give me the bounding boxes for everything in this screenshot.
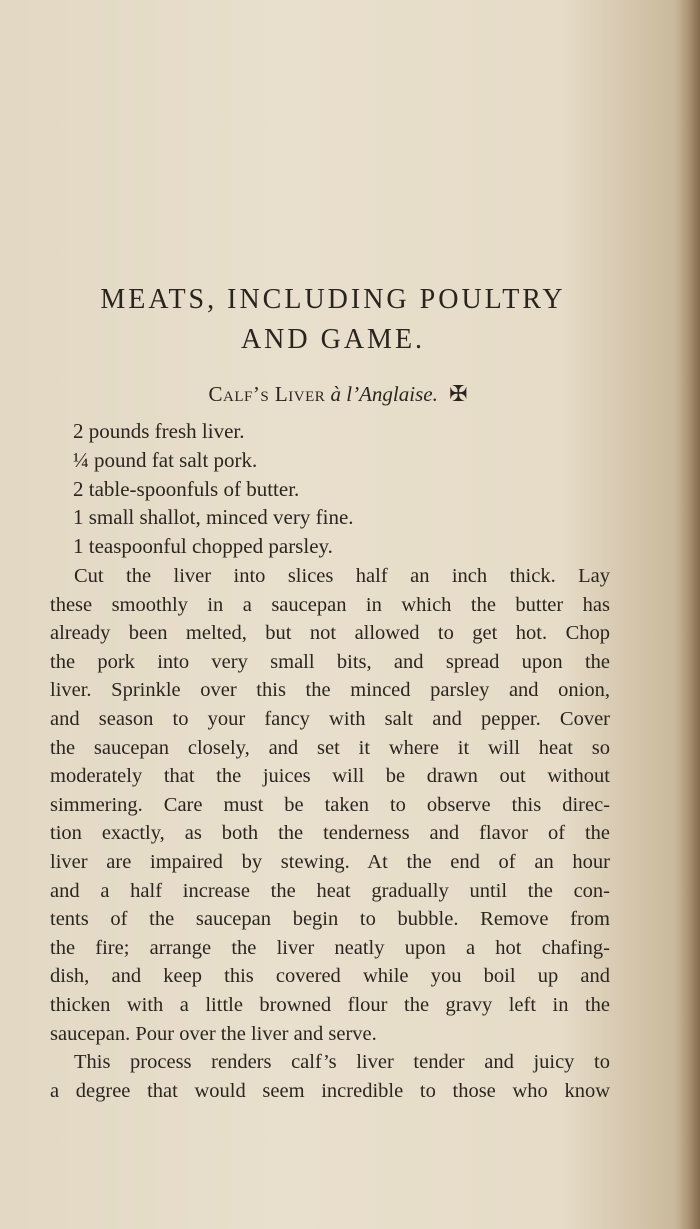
recipe-name: Calf’s Liver bbox=[208, 382, 326, 406]
text-line: thicken with a little browned flour the gravy left in the bbox=[50, 993, 610, 1016]
recipe-style: à l’Anglaise. bbox=[330, 382, 438, 406]
text-line: and a half increase the heat gradually until the con- bbox=[50, 879, 610, 902]
text-line: liver. Sprinkle over this the minced parsley and onion, bbox=[50, 679, 610, 702]
text-line: dish, and keep this covered while you boil up and bbox=[50, 965, 610, 988]
text-line: tion exactly, as both the tenderness and flavor of the bbox=[50, 822, 610, 845]
recipe-title bbox=[48, 380, 628, 408]
text-line: and season to your fancy with salt and pepper. Cover bbox=[50, 707, 610, 730]
instruction-paragraph-1 bbox=[50, 562, 610, 1048]
text-line: the pork into very small bits, and spread upon the bbox=[50, 650, 610, 673]
text-line: This process renders calf’s liver tender and juicy to bbox=[74, 1051, 610, 1074]
ingredient-item: 1 teaspoonful chopped parsley. bbox=[73, 534, 333, 559]
ingredient-item: ¼ pound fat salt pork. bbox=[73, 447, 258, 472]
text-line: a degree that would seem incredible to those who know bbox=[50, 1079, 610, 1102]
text-line: moderately that the juices will be drawn out without bbox=[50, 765, 610, 788]
text-line: liver are impaired by stewing. At the end of an hour bbox=[50, 850, 610, 873]
maltese-cross-icon: ✠ bbox=[449, 381, 468, 406]
text-line: tents of the saucepan begin to bubble. Remove from bbox=[50, 908, 610, 931]
chapter-title-line-1: MEATS, INCLUDING POULTRY bbox=[100, 284, 566, 315]
text-line: the fire; arrange the liver neatly upon a hot chafing- bbox=[50, 936, 610, 959]
text-line: already been melted, but not allowed to get hot. Chop bbox=[50, 622, 610, 645]
text-line: these smoothly in a saucepan in which the butter has bbox=[50, 593, 610, 616]
ingredient-item: 2 table-spoonfuls of butter. bbox=[73, 476, 300, 501]
text-line: simmering. Care must be taken to observe this direc- bbox=[50, 793, 610, 816]
recipe-instructions bbox=[50, 562, 610, 1105]
ingredient-item: 2 pounds fresh liver. bbox=[73, 419, 245, 443]
chapter-title bbox=[48, 280, 618, 360]
chapter-title-line-2: AND GAME. bbox=[240, 324, 426, 355]
instruction-paragraph-2 bbox=[50, 1048, 610, 1105]
text-line: the saucepan closely, and set it where it will heat so bbox=[50, 736, 610, 759]
text-line: saucepan. Pour over the liver and serve. bbox=[50, 1022, 377, 1045]
ingredient-item: 1 small shallot, minced very fine. bbox=[73, 505, 354, 530]
text-line: Cut the liver into slices half an inch thick. Lay bbox=[74, 565, 610, 587]
ingredient-list bbox=[73, 417, 633, 561]
page-edge-shadow bbox=[674, 0, 700, 1229]
